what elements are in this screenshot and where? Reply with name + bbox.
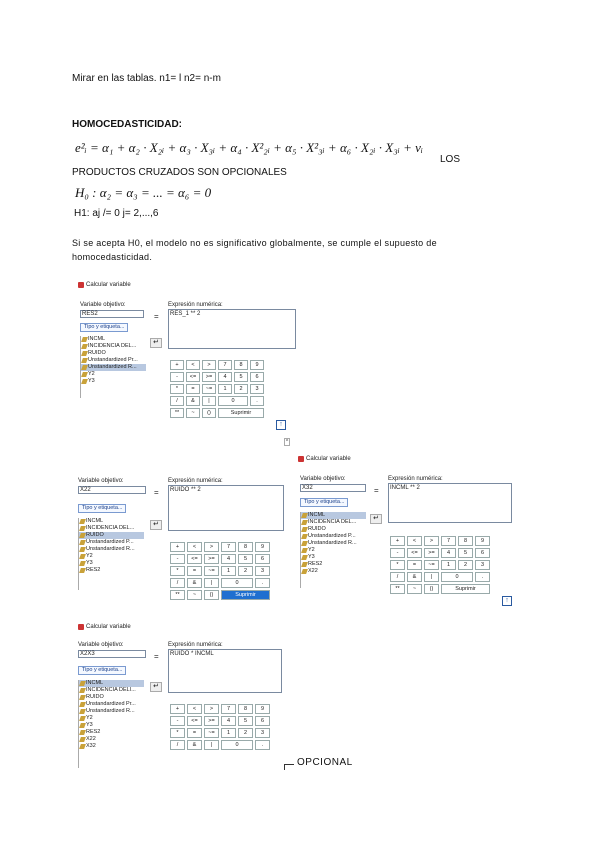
app-icon xyxy=(78,282,84,288)
list-item[interactable]: INCIDENCIA DEL... xyxy=(301,519,366,526)
key[interactable]: 7 xyxy=(441,536,456,546)
key[interactable]: 7 xyxy=(221,542,236,552)
key[interactable]: 3 xyxy=(475,560,490,570)
target-input[interactable]: X22 xyxy=(78,486,146,494)
list-item[interactable]: RUIDO xyxy=(79,694,144,701)
dialog-title: Calcular variable xyxy=(78,282,131,288)
key[interactable]: . xyxy=(475,572,490,582)
key[interactable]: * xyxy=(170,566,185,576)
key[interactable]: <= xyxy=(407,548,422,558)
list-item[interactable]: Unstandardized R... xyxy=(79,708,144,715)
list-item[interactable]: RUIDO xyxy=(79,532,144,539)
list-item[interactable]: Y2 xyxy=(79,715,144,722)
variable-list[interactable] xyxy=(78,680,144,768)
equals-sign: = xyxy=(374,486,379,495)
key[interactable]: + xyxy=(390,536,405,546)
move-arrow-button[interactable]: ↵ xyxy=(370,514,382,524)
compute-variable-dialog-2 xyxy=(76,474,286,616)
key[interactable]: - xyxy=(170,554,185,564)
key[interactable]: >= xyxy=(204,716,219,726)
key[interactable]: * xyxy=(170,728,185,738)
target-label: Variable objetivo: xyxy=(78,642,124,648)
keypad xyxy=(390,536,490,594)
key[interactable]: | xyxy=(204,578,219,588)
list-item[interactable]: Y2 xyxy=(301,547,366,554)
regression-equation: e²ᵢ = α₁ + α₂ · X₂ᵢ + α₃ · X₃ᵢ + α₄ · X²₂ᵢ + α₅ · X²₃ᵢ + α₆ · X₂ᵢ · X₃ᵢ + νᵢ xyxy=(75,140,423,155)
key[interactable]: 8 xyxy=(458,536,473,546)
list-item[interactable]: X32 xyxy=(79,743,144,750)
key[interactable]: 1 xyxy=(218,384,232,394)
key[interactable]: / xyxy=(390,572,405,582)
key[interactable]: () xyxy=(202,408,216,418)
key[interactable]: | xyxy=(202,396,216,406)
key[interactable]: 9 xyxy=(255,704,270,714)
variable-icon xyxy=(79,737,86,742)
key[interactable]: < xyxy=(187,704,202,714)
key[interactable]: ** xyxy=(170,408,184,418)
key[interactable]: | xyxy=(204,740,219,750)
variable-icon xyxy=(79,702,86,707)
list-item[interactable]: Unstandardized R... xyxy=(79,546,144,553)
target-label: Variable objetivo: xyxy=(300,476,346,482)
key[interactable]: 0 xyxy=(221,740,253,750)
variable-icon xyxy=(79,723,86,728)
key[interactable]: 9 xyxy=(255,542,270,552)
key[interactable]: 9 xyxy=(250,360,264,370)
key[interactable]: - xyxy=(170,716,185,726)
variable-icon xyxy=(81,379,88,384)
key[interactable]: 4 xyxy=(441,548,456,558)
variable-icon xyxy=(79,547,86,552)
key[interactable]: < xyxy=(407,536,422,546)
list-item[interactable]: INCML xyxy=(79,518,144,525)
key[interactable]: = xyxy=(186,384,200,394)
list-item[interactable]: X22 xyxy=(79,736,144,743)
variable-icon xyxy=(81,365,88,370)
up-arrow-button[interactable]: ↑ xyxy=(276,420,286,430)
key[interactable]: * xyxy=(170,384,184,394)
variable-icon xyxy=(79,519,86,524)
variable-icon xyxy=(301,527,308,532)
dialog-title: Calcular variable xyxy=(78,624,131,630)
key[interactable]: ~= xyxy=(424,560,439,570)
list-item[interactable]: Y3 xyxy=(79,560,144,567)
key[interactable]: 3 xyxy=(250,384,264,394)
move-arrow-button[interactable]: ↵ xyxy=(150,682,162,692)
key[interactable]: 2 xyxy=(458,560,473,570)
variable-list[interactable] xyxy=(300,512,366,588)
key[interactable]: / xyxy=(170,740,185,750)
key[interactable]: > xyxy=(202,360,216,370)
equation-tail: LOS xyxy=(440,154,461,165)
type-label-button[interactable]: Tipo y etiqueta... xyxy=(80,323,128,332)
type-label-button[interactable]: Tipo y etiqueta... xyxy=(300,498,348,507)
app-icon xyxy=(298,456,304,462)
cross-products-note: PRODUCTOS CRUZADOS SON OPCIONALES xyxy=(72,167,287,178)
optional-bracket xyxy=(284,764,294,770)
list-item[interactable]: INCIDENCIA DEL... xyxy=(81,343,146,350)
alt-hypothesis: H1: aj /= 0 j= 2,...,6 xyxy=(74,208,159,219)
key[interactable]: | xyxy=(424,572,439,582)
key[interactable]: 9 xyxy=(475,536,490,546)
list-item[interactable]: RUIDO xyxy=(301,526,366,533)
variable-icon xyxy=(79,716,86,721)
variable-icon xyxy=(79,688,86,693)
list-item[interactable]: INCIDENCIA DELI... xyxy=(79,687,144,694)
key[interactable]: 5 xyxy=(238,554,253,564)
key[interactable]: 3 xyxy=(255,728,270,738)
key[interactable]: 3 xyxy=(255,566,270,576)
key[interactable]: & xyxy=(407,572,422,582)
key[interactable]: 5 xyxy=(458,548,473,558)
keypad xyxy=(170,704,270,750)
list-item[interactable]: Unstandardized P... xyxy=(301,533,366,540)
key[interactable]: . xyxy=(255,740,270,750)
null-hypothesis: H₀ : α₂ = α₃ = ... = α₆ = 0 xyxy=(75,185,212,200)
expression-input[interactable]: INCML ** 2 xyxy=(388,483,512,523)
target-input[interactable]: X2X3 xyxy=(78,650,146,658)
variable-icon xyxy=(301,555,308,560)
target-input[interactable]: RES2 xyxy=(80,310,144,318)
key[interactable]: () xyxy=(204,590,219,600)
key[interactable]: / xyxy=(170,396,184,406)
key[interactable]: = xyxy=(187,566,202,576)
variable-icon xyxy=(301,513,308,518)
delete-button[interactable]: Suprimir xyxy=(441,584,490,594)
delete-button[interactable]: Suprimir xyxy=(221,590,270,600)
variable-list[interactable] xyxy=(78,518,144,590)
list-item[interactable]: Y2 xyxy=(79,553,144,560)
key[interactable]: 0 xyxy=(441,572,473,582)
type-label-button[interactable]: Tipo y etiqueta... xyxy=(78,504,126,513)
key[interactable]: 1 xyxy=(441,560,456,570)
expression-input[interactable]: RES_1 ** 2 xyxy=(168,309,296,349)
key[interactable]: () xyxy=(424,584,439,594)
list-item[interactable]: INCML xyxy=(79,680,144,687)
key[interactable]: + xyxy=(170,542,185,552)
dialog-title: Calcular variable xyxy=(298,456,351,462)
key[interactable]: + xyxy=(170,704,185,714)
key[interactable]: >= xyxy=(202,372,216,382)
equals-sign: = xyxy=(154,312,159,321)
key[interactable]: = xyxy=(187,728,202,738)
key[interactable]: & xyxy=(186,396,200,406)
expr-label: Expresión numérica: xyxy=(388,476,443,482)
key[interactable]: 2 xyxy=(238,728,253,738)
type-label-button[interactable]: Tipo y etiqueta... xyxy=(78,666,126,675)
compute-variable-dialog-1 xyxy=(76,280,298,448)
keypad xyxy=(170,542,270,600)
variable-icon xyxy=(301,520,308,525)
key[interactable]: 1 xyxy=(221,728,236,738)
optional-label: OPCIONAL xyxy=(297,757,353,768)
target-label: Variable objetivo: xyxy=(80,302,126,308)
key[interactable]: >= xyxy=(424,548,439,558)
key[interactable]: 8 xyxy=(238,704,253,714)
list-item[interactable]: RES2 xyxy=(79,567,144,574)
list-item[interactable]: Unstandardized R... xyxy=(81,364,146,371)
key[interactable]: > xyxy=(204,704,219,714)
key[interactable]: ** xyxy=(170,590,185,600)
key[interactable]: & xyxy=(187,578,202,588)
list-item[interactable]: Unstandardized Pr... xyxy=(81,357,146,364)
up-arrow-button[interactable]: ↑ xyxy=(502,596,512,606)
list-item[interactable]: Y3 xyxy=(79,722,144,729)
key[interactable]: - xyxy=(170,372,184,382)
key[interactable]: ~= xyxy=(204,566,219,576)
variable-icon xyxy=(79,709,86,714)
key[interactable]: < xyxy=(187,542,202,552)
key[interactable]: 0 xyxy=(221,578,253,588)
key[interactable]: / xyxy=(170,578,185,588)
key[interactable]: 1 xyxy=(221,566,236,576)
key[interactable]: 6 xyxy=(255,554,270,564)
compute-variable-dialog-4 xyxy=(76,622,282,768)
key[interactable]: ~ xyxy=(187,590,202,600)
variable-icon xyxy=(79,730,86,735)
key[interactable]: 4 xyxy=(221,554,236,564)
key[interactable]: <= xyxy=(187,716,202,726)
key[interactable]: 6 xyxy=(255,716,270,726)
variable-icon xyxy=(301,541,308,546)
key[interactable]: >= xyxy=(204,554,219,564)
variable-icon xyxy=(79,526,86,531)
key[interactable]: > xyxy=(204,542,219,552)
key[interactable]: 0 xyxy=(218,396,248,406)
key[interactable]: ** xyxy=(390,584,405,594)
key[interactable]: ~ xyxy=(186,408,200,418)
key[interactable]: 5 xyxy=(238,716,253,726)
variable-icon xyxy=(81,358,88,363)
variable-icon xyxy=(79,568,86,573)
variable-icon xyxy=(301,548,308,553)
key[interactable]: < xyxy=(186,360,200,370)
list-item[interactable]: RES2 xyxy=(301,561,366,568)
variable-icon xyxy=(301,562,308,567)
expression-input[interactable]: RUIDO ** 2 xyxy=(168,485,284,531)
app-icon xyxy=(78,624,84,630)
expr-label: Expresión numérica: xyxy=(168,302,223,308)
expression-input[interactable]: RUIDO * INCML xyxy=(168,649,282,693)
scroll-up-icon[interactable]: ^ xyxy=(285,439,289,445)
list-item[interactable]: Unstandardized Pr... xyxy=(79,701,144,708)
keypad xyxy=(170,360,264,418)
key[interactable]: & xyxy=(187,740,202,750)
variable-icon xyxy=(79,744,86,749)
list-item[interactable]: INCML xyxy=(301,512,366,519)
list-item[interactable]: X22 xyxy=(301,568,366,575)
equals-sign: = xyxy=(154,652,159,661)
key[interactable]: 8 xyxy=(238,542,253,552)
list-item[interactable]: Unstandardized P... xyxy=(79,539,144,546)
compute-variable-dialog-3 xyxy=(296,454,512,614)
key[interactable]: 2 xyxy=(234,384,248,394)
key[interactable]: ~ xyxy=(407,584,422,594)
key[interactable]: + xyxy=(170,360,184,370)
key[interactable]: 6 xyxy=(475,548,490,558)
key[interactable]: ~= xyxy=(204,728,219,738)
key[interactable]: 7 xyxy=(221,704,236,714)
key[interactable]: ~= xyxy=(202,384,216,394)
list-item[interactable]: RES2 xyxy=(79,729,144,736)
move-arrow-button[interactable]: ↵ xyxy=(150,520,162,530)
intro-line: Mirar en las tablas. n1= l n2= n-m xyxy=(72,73,221,84)
key[interactable]: 4 xyxy=(218,372,232,382)
list-item[interactable]: Unstandardized R... xyxy=(301,540,366,547)
list-item[interactable]: Y3 xyxy=(81,378,146,385)
target-input[interactable]: X32 xyxy=(300,484,366,492)
key[interactable]: > xyxy=(424,536,439,546)
list-item[interactable]: Y3 xyxy=(301,554,366,561)
variable-icon xyxy=(79,681,86,686)
section-heading: HOMOCEDASTICIDAD: xyxy=(72,119,182,130)
key[interactable]: . xyxy=(255,578,270,588)
key[interactable]: 8 xyxy=(234,360,248,370)
variable-icon xyxy=(81,344,88,349)
target-label: Variable objetivo: xyxy=(78,478,124,484)
key[interactable]: 4 xyxy=(221,716,236,726)
key[interactable]: 2 xyxy=(238,566,253,576)
variable-icon xyxy=(81,351,88,356)
variable-icon xyxy=(81,337,88,342)
conclusion-text: Si se acepta H0, el modelo no es significativo globalmente, se cumple el supuesto de homocedasticidad. xyxy=(72,238,437,262)
list-item[interactable]: INCML xyxy=(81,336,146,343)
variable-icon xyxy=(79,533,86,538)
key[interactable]: = xyxy=(407,560,422,570)
key[interactable]: 7 xyxy=(218,360,232,370)
key[interactable]: 5 xyxy=(234,372,248,382)
key[interactable]: <= xyxy=(186,372,200,382)
variable-icon xyxy=(79,561,86,566)
move-arrow-button[interactable]: ↵ xyxy=(150,338,162,348)
variable-icon xyxy=(301,534,308,539)
expr-label: Expresión numérica: xyxy=(168,478,223,484)
variable-icon xyxy=(81,372,88,377)
expr-label: Expresión numérica: xyxy=(168,642,223,648)
key[interactable]: <= xyxy=(187,554,202,564)
key[interactable]: - xyxy=(390,548,405,558)
list-item[interactable]: Y2 xyxy=(81,371,146,378)
equals-sign: = xyxy=(154,488,159,497)
list-item[interactable]: INCIDENCIA DEL... xyxy=(79,525,144,532)
variable-icon xyxy=(79,695,86,700)
variable-icon xyxy=(79,540,86,545)
key[interactable]: . xyxy=(250,396,264,406)
variable-icon xyxy=(301,569,308,574)
key[interactable]: * xyxy=(390,560,405,570)
variable-icon xyxy=(79,554,86,559)
list-item[interactable]: RUIDO xyxy=(81,350,146,357)
key[interactable]: 6 xyxy=(250,372,264,382)
variable-list[interactable] xyxy=(80,336,146,398)
delete-button[interactable]: Suprimir xyxy=(218,408,264,418)
